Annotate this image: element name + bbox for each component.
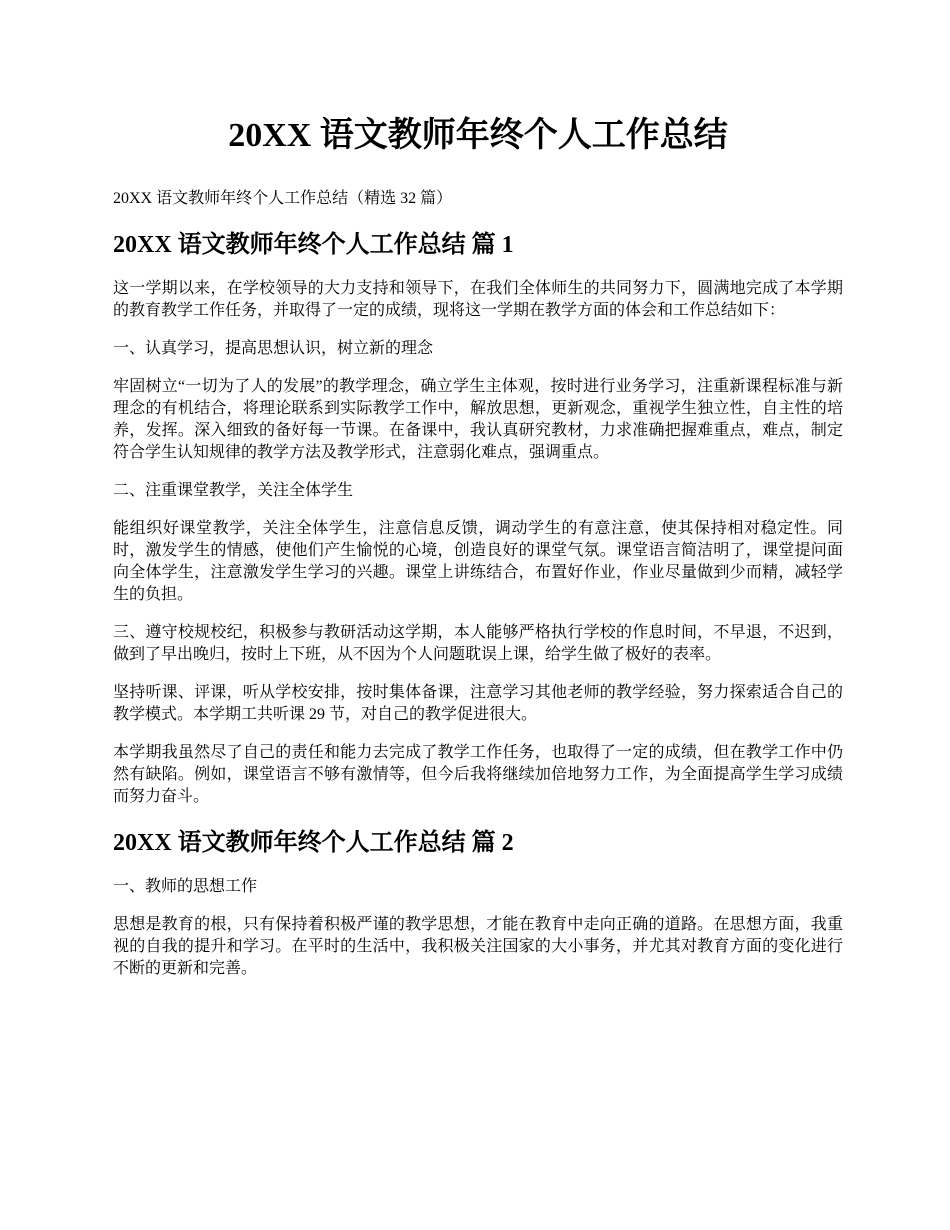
paragraph: 这一学期以来，在学校领导的大力支持和领导下，在我们全体师生的共同努力下，圆满地完成了本学期的教育教学工作任务，并取得了一定的成绩，现将这一学期在教学方面的体会和工作总结如下： <box>113 280 843 319</box>
paragraph-subheading: 一、认真学习，提高思想认识，树立新的理念 <box>113 340 434 357</box>
section-heading: 20XX 语文教师年终个人工作总结 篇 2 <box>113 830 514 856</box>
document-page <box>113 112 843 996</box>
paragraph-subheading: 一、教师的思想工作 <box>113 878 258 895</box>
section-heading: 20XX 语文教师年终个人工作总结 篇 1 <box>113 232 514 258</box>
paragraph-subheading: 二、注重课堂教学，关注全体学生 <box>113 482 354 499</box>
paragraph: 三、遵守校规校纪，积极参与教研活动这学期，本人能够严格执行学校的作息时间，不早退，不迟到，做到了早出晚归，按时上下班，从不因为个人问题耽误上课，给学生做了极好的表率。 <box>113 624 843 663</box>
document-title: 20XX 语文教师年终个人工作总结 <box>228 117 728 154</box>
paragraph: 牢固树立“一切为了人的发展”的教学理念，确立学生主体观，按时进行业务学习，注重新课程标准与新理念的有机结合，将理论联系到实际教学工作中，解放思想，更新观念，重视学生独立性，自主性的培养，发挥。深入细致的备好每一节课。在备课中，我认真研究教材，力求准确把握难重点，难点，制定符合学生认知规律的教学方法及教学形式，注意弱化难点，强调重点。 <box>113 378 843 461</box>
document-subtitle: 20XX 语文教师年终个人工作总结（精选 32 篇） <box>113 190 453 207</box>
paragraph: 思想是教育的根，只有保持着积极严谨的教学思想，才能在教育中走向正确的道路。在思想方面，我重视的自我的提升和学习。在平时的生活中，我积极关注国家的大小事务，并尤其对教育方面的变化进行不断的更新和完善。 <box>113 916 843 977</box>
section-2 <box>113 826 843 980</box>
section-1 <box>113 228 843 808</box>
paragraph: 能组织好课堂教学，关注全体学生，注意信息反馈，调动学生的有意注意，使其保持相对稳定性。同时，激发学生的情感，使他们产生愉悦的心境，创造良好的课堂气氛。课堂语言简洁明了，课堂提问面向全体学生，注意激发学生学习的兴趣。课堂上讲练结合，布置好作业，作业尽量做到少而精，减轻学生的负担。 <box>113 520 843 603</box>
paragraph: 坚持听课、评课，听从学校安排，按时集体备课，注意学习其他老师的教学经验，努力探索适合自己的教学模式。本学期工共听课 29 节，对自己的教学促进很大。 <box>113 684 843 723</box>
paragraph: 本学期我虽然尽了自己的责任和能力去完成了教学工作任务，也取得了一定的成绩，但在教学工作中仍然有缺陷。例如，课堂语言不够有激情等，但今后我将继续加倍地努力工作，为全面提高学生学习成绩而努力奋斗。 <box>113 744 843 805</box>
